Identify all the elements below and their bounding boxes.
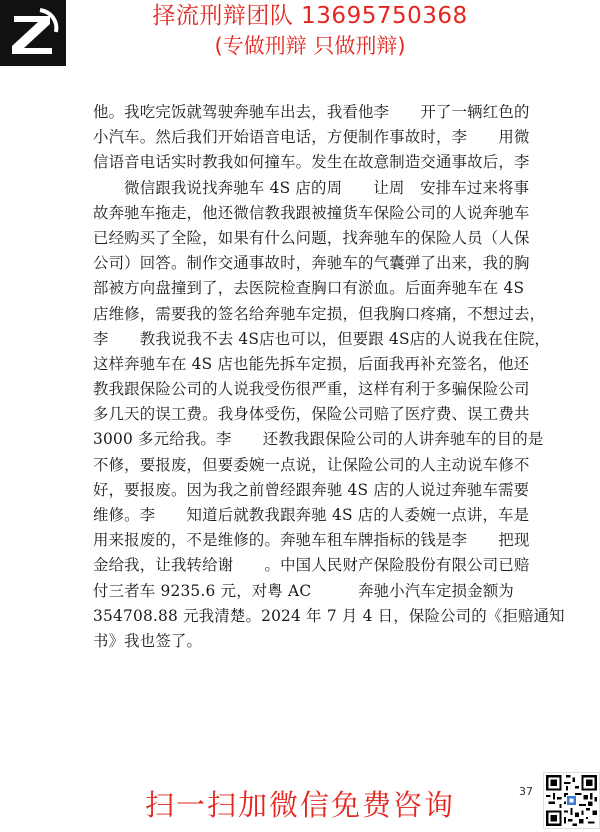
qr-code-icon[interactable] <box>543 772 600 829</box>
body-line: 好，要报废。因为我之前曾经跟奔驰 4S 店的人说过奔驰车需要 <box>93 480 530 499</box>
body-line: 用来报废的，不是维修的。奔驰车租车牌指标的钱是李 把现 <box>93 531 530 550</box>
header-contact-line: 择流刑辩团队 13695750368 <box>152 3 468 29</box>
body-line: 微信跟我说找奔驰车 4S 店的周 让周 安排车过来将事 <box>93 178 530 197</box>
body-line: 不修，要报废，但要委婉一点说，让保险公司的人主动说车修不 <box>93 455 530 474</box>
body-line: 故奔驰车拖走，他还微信教我跟被撞货车保险公司的人说奔驰车 <box>93 203 530 222</box>
body-line: 354708.88 元我清楚。2024 年 7 月 4 日，保险公司的《拒赔通知 <box>93 606 565 625</box>
body-line: 金给我，让我转给谢 。中国人民财产保险股份有限公司已赔 <box>93 556 530 575</box>
body-line: 店维修，需要我的签名给奔驰车定损，但我胸口疼痛，不想过去， <box>93 304 546 323</box>
body-line: 维修。李 知道后就教我跟奔驰 4S 店的人委婉一点讲，车是 <box>93 506 530 524</box>
body-line: 他。我吃完饭就驾驶奔驰车出去，我看他李 开了一辆红色的 <box>93 103 530 121</box>
footer-cta: 扫一扫加微信免费咨询 <box>144 788 455 822</box>
body-line: 教我跟保险公司的人说我受伤很严重，这样有利于多骗保险公司 <box>93 380 530 399</box>
body-line: 部被方向盘撞到了，去医院检查胸口有淤血。后面奔驰车在 4S <box>93 279 525 298</box>
brand-logo-icon <box>0 0 66 66</box>
body-line: 多几天的误工费。我身体受伤，保险公司赔了医疗费、误工费共 <box>93 405 530 424</box>
page-header <box>100 2 520 61</box>
header-tagline: (专做刑辩 只做刑辩) <box>214 34 406 58</box>
body-line: 公司）回答。制作交通事故时，奔驰车的气囊弹了出来，我的胸 <box>93 254 530 273</box>
body-line: 书》我也签了。 <box>93 631 203 650</box>
document-body <box>93 100 563 654</box>
body-line: 付三者车 9235.6 元，对粤 AC 奔驰小汽车定损金额为 <box>93 581 515 600</box>
body-line: 3000 多元给我。李 还教我跟保险公司的人讲奔驰车的目的是 <box>93 430 544 449</box>
body-line: 小汽车。然后我们开始语音电话，方便制作事故时，李 用微 <box>93 128 530 147</box>
body-line: 已经购买了全险，如果有什么问题，找奔驰车的保险人员（人保 <box>93 228 530 247</box>
body-line: 这样奔驰车在 4S 店也能先拆车定损，后面我再补充签名，他还 <box>93 354 530 373</box>
body-line: 李 教我说我不去 4S店也可以，但要跟 4S店的人说我在住院， <box>93 329 551 348</box>
page-number: 37 <box>519 785 533 798</box>
body-line: 信语音电话实时教我如何撞车。发生在故意制造交通事故后，李 <box>93 153 530 172</box>
